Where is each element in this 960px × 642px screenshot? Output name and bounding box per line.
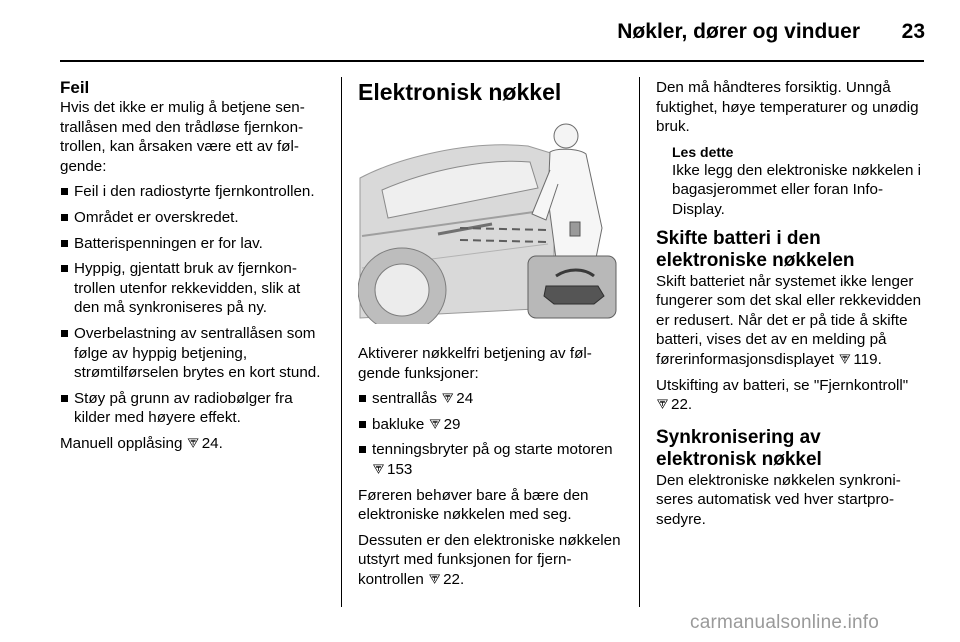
watermark: carmanualsonline.info [690,612,880,633]
arrow-ref-icon: ⮗ [428,571,442,587]
function-list [358,389,628,479]
col1-intro: Hvis det ikke er mulig å betjene sentrallåsen med den trådløse fjernkontrollen, kan årsaken være ett av følgende: [60,99,305,175]
arrow-ref-icon: ⮗ [838,351,852,367]
manual-unlock-line [60,434,326,454]
col2-intro: Aktiverer nøkkelfri betjening av følgende funksjoner: [358,345,592,382]
arrow-ref-icon: ⮗ [441,391,455,407]
list-item: bakluke ⮗ 29 [358,415,628,435]
fault-list [60,182,326,428]
list-item: Hyppig, gjentatt bruk av fjernkontrollen utenfor rekkevidden, slik at den må synkroniseres på ny. [60,259,326,318]
page-number: 23 [901,20,925,43]
list-item: Støy på grunn av radiobølger fra kilder med høyere effekt. [60,389,326,428]
display-ref[interactable]: 119. [853,350,882,368]
column-divider-2 [639,77,640,607]
remote-ref[interactable]: 22. [443,570,465,588]
manual-unlock-ref[interactable]: 24. [201,434,223,452]
list-item: Området er overskredet. [60,208,326,228]
column-divider-1 [341,77,342,607]
note-text: Ikke legg den elektroniske nøkkelen i bagasjerommet eller foran Info-Display. [672,161,922,218]
column-left [60,78,326,460]
arrow-ref-icon: ⮗ [656,397,670,413]
manual-unlock-text: Manuell opplåsing [60,434,183,452]
section-heading-sync: Synkronisering av elektronisk nøkkel [656,426,822,470]
column-middle [358,78,628,596]
arrow-ref-icon: ⮗ [186,435,200,451]
column-right [656,78,926,536]
header-rule [60,60,924,62]
note-box [656,143,926,220]
section-heading-battery: Skifte batteri i den elektroniske nøkkelen [656,227,855,271]
col2-para1: Føreren behøver bare å bære den elektroniske nøkkelen med seg. [358,486,589,524]
col3-para4: Den elektroniske nøkkelen synkroniseres automatisk ved hver startprosedyre. [656,471,901,528]
arrow-ref-icon: ⮗ [428,416,442,432]
electronic-key-illustration [358,118,622,324]
remote-battery-ref[interactable]: 22. [671,396,693,414]
running-header-title: Nøkler, dører og vinduer [617,20,860,43]
col2-para2: Dessuten er den elektroniske nøkkelen utstyrt med funksjonen for fjernkontrollen ⮗ 22. [358,531,621,588]
section-heading-electronic-key: Elektronisk nøkkel [358,79,562,105]
list-item: Overbelastning av sentrallåsen som følge av hyppig betjening, strømtilførselen brytes en kort stund. [60,324,326,383]
list-item: sentrallås ⮗ 24 [358,389,628,409]
arrow-ref-icon: ⮗ [372,461,386,477]
note-title: Les dette [672,143,734,160]
section-heading-feil: Feil [60,78,90,97]
col3-para1: Den må håndteres forsiktig. Unngå fuktighet, høye temperaturer og unødig bruk. [656,79,919,136]
list-item: tenningsbryter på og starte motoren ⮗ 153 [358,440,628,479]
col3-para3: Utskifting av batteri, se "Fjernkontroll" ⮗ 22. [656,376,909,414]
list-item: Feil i den radiostyrte fjernkontrollen. [60,182,326,202]
col3-para2: Skift batteriet når systemet ikke lenger fungerer som det skal eller rekkevidden er redusert. Når det er på tide å skifte batteri, vises det av en melding på førerinformasjonsdisplayet ⮗ 119. [656,272,922,368]
list-item: Batterispenningen er for lav. [60,234,326,254]
